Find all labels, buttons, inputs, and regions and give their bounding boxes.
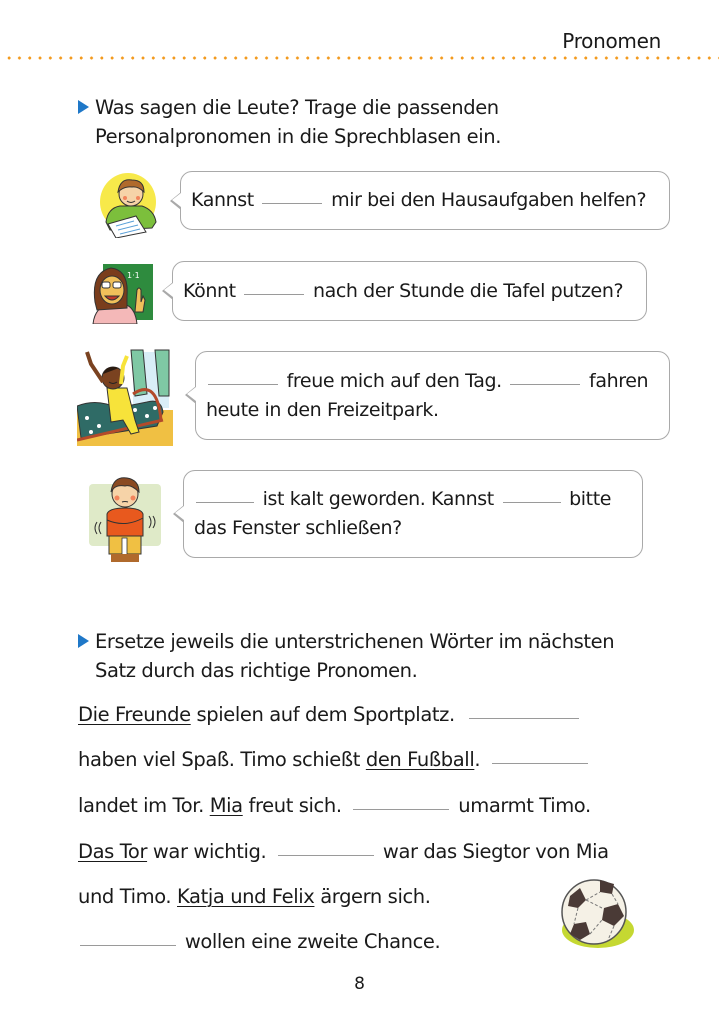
shivering-boy-icon: [85, 470, 163, 562]
bubble-text-line: das Fenster schließen?: [194, 517, 402, 539]
chapter-title: Pronomen: [562, 29, 661, 53]
speech-bubble: [172, 261, 647, 321]
speech-bubble: [183, 470, 643, 558]
exercise2-instruction: [78, 627, 614, 685]
answer-blank[interactable]: [510, 384, 580, 385]
teacher-at-blackboard-icon: [89, 262, 155, 324]
answer-blank[interactable]: [503, 502, 561, 503]
answer-blank[interactable]: [262, 203, 322, 204]
answer-blank[interactable]: [469, 718, 579, 719]
bubble-text: Könnt nach der Stunde die Tafel putzen?: [183, 279, 624, 302]
answer-blank[interactable]: [196, 502, 254, 503]
answer-blank[interactable]: [492, 763, 588, 764]
underlined-phrase: Das Tor: [78, 840, 148, 863]
speech-bubble: [180, 171, 670, 230]
answer-blank[interactable]: [278, 855, 374, 856]
bubble-text-line: heute in den Freizeitpark.: [206, 398, 439, 421]
sentence-line: wollen eine zweite Chance.: [78, 930, 440, 953]
underlined-phrase: Katja und Felix: [177, 885, 315, 908]
answer-blank[interactable]: [80, 945, 176, 946]
sentence-line: Das Tor war wichtig. war das Siegtor von Mia: [78, 840, 609, 863]
soccer-ball-icon: [556, 874, 636, 950]
exercise1-instruction: [78, 93, 501, 151]
answer-blank[interactable]: [208, 384, 278, 385]
speech-bubble: [195, 351, 670, 440]
answer-blank[interactable]: [244, 294, 304, 295]
instruction-line: Ersetze jeweils die unterstrichenen Wörter im nächsten: [95, 630, 615, 653]
answer-blank[interactable]: [353, 809, 449, 810]
instruction-line: Was sagen die Leute? Trage die passenden: [95, 96, 499, 119]
dotted-divider: [4, 56, 719, 60]
instruction-line: Personalpronomen in die Sprechblasen ein.: [95, 125, 502, 148]
sentence-line: haben viel Spaß. Timo schießt den Fußball.: [78, 748, 591, 771]
boy-doing-homework-icon: [98, 172, 162, 238]
bullet-triangle-icon: [78, 634, 89, 648]
underlined-phrase: Mia: [209, 794, 243, 817]
underlined-phrase: den Fußball: [365, 748, 475, 771]
underlined-phrase: Die Freunde: [78, 703, 191, 726]
sentence-line: landet im Tor. Mia freut sich. umarmt Timo.: [78, 794, 591, 817]
sentence-line: und Timo. Katja und Felix ärgern sich.: [78, 885, 431, 908]
svg-text:1·1: 1·1: [127, 271, 140, 280]
bullet-triangle-icon: [78, 100, 89, 114]
child-waking-up-in-bed-icon: [77, 348, 173, 446]
sentence-line: Die Freunde spielen auf dem Sportplatz.: [78, 703, 582, 726]
bubble-text-line: freue mich auf den Tag. fahren: [206, 367, 659, 396]
page-number: 8: [354, 974, 365, 994]
bubble-text-line: ist kalt geworden. Kannst bitte: [194, 485, 632, 514]
instruction-line: Satz durch das richtige Pronomen.: [95, 659, 418, 682]
bubble-text: Kannst mir bei den Hausaufgaben helfen?: [191, 189, 647, 211]
